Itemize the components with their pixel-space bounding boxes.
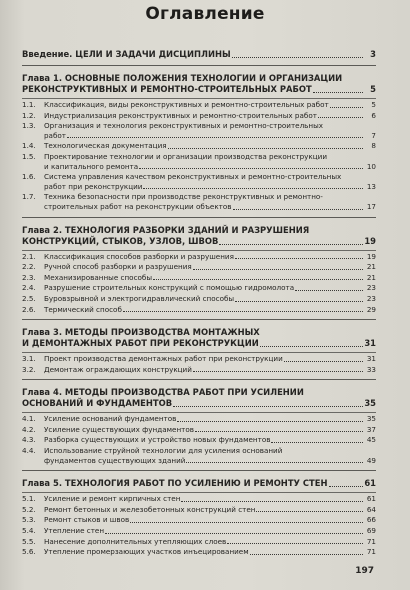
toc-section-page: 10 — [366, 161, 376, 171]
toc-section — [22, 305, 376, 315]
toc-section-number: 1.7. — [22, 192, 36, 202]
toc-intro-page: 3 — [370, 49, 376, 59]
toc-section-number: 4.2. — [22, 424, 36, 434]
toc-section — [22, 414, 376, 424]
dot-leader — [181, 501, 363, 502]
divider — [22, 492, 376, 493]
toc-section-number: 4.4. — [22, 446, 36, 456]
dot-leader — [130, 522, 363, 523]
page-title: Оглавление — [145, 4, 265, 24]
toc-section-number: 5.4. — [22, 526, 36, 536]
toc-section-page: 71 — [366, 536, 376, 546]
dot-leader — [173, 406, 363, 407]
toc-section-title: Разрушение строительных конструкций с помощью гидромолота — [44, 283, 295, 293]
toc-section-title: Использование струйной технологии для усиления оснований — [44, 446, 283, 456]
toc-section — [22, 526, 376, 536]
toc-chapter-page: 61 — [364, 478, 376, 489]
dot-leader — [143, 188, 363, 189]
toc-section-number: 4.3. — [22, 435, 36, 445]
toc-section-page: 71 — [366, 547, 376, 557]
toc-section — [22, 425, 376, 435]
divider — [22, 217, 376, 218]
toc-section-number: 2.3. — [22, 272, 36, 282]
dot-leader — [235, 301, 363, 302]
toc-section-title: Механизированные способы — [44, 272, 153, 282]
toc-section-number: 1.1. — [22, 100, 36, 109]
toc-section-number: 3.1. — [22, 354, 36, 364]
toc-section-page: 69 — [366, 526, 376, 536]
toc-section — [22, 273, 376, 283]
dot-leader — [256, 511, 363, 512]
toc-section-title: работ при реконструкции — [44, 181, 143, 191]
toc-section-number: 1.4. — [22, 141, 36, 151]
toc-section — [22, 283, 376, 293]
toc-section-page: 17 — [366, 201, 376, 211]
toc-section-page: 37 — [366, 424, 376, 434]
toc-section-title: Утепление стен — [44, 526, 105, 536]
toc-section-page: 66 — [366, 515, 376, 525]
toc-section — [22, 121, 376, 140]
toc-section-page: 64 — [366, 504, 376, 514]
toc-section-page: 21 — [366, 262, 376, 272]
toc-section — [22, 365, 376, 375]
dot-leader — [177, 421, 363, 422]
toc-section-number: 2.4. — [22, 283, 36, 293]
toc-section — [22, 252, 376, 262]
dot-leader — [168, 148, 363, 149]
toc-section-page: 6 — [371, 110, 376, 120]
divider — [22, 65, 376, 66]
toc-section-number: 3.2. — [22, 364, 36, 374]
dot-leader — [295, 290, 363, 291]
toc-section-number: 5.2. — [22, 504, 36, 514]
dot-leader — [193, 371, 363, 372]
toc-section-page: 7 — [371, 130, 376, 140]
dot-leader — [123, 311, 363, 312]
toc-section-page: 33 — [366, 364, 376, 374]
toc-section-number: 5.1. — [22, 494, 36, 504]
toc-section-title: Технологическая документация — [44, 141, 167, 151]
toc-section-number: 4.1. — [22, 414, 36, 424]
divider — [22, 352, 376, 353]
table-of-contents — [22, 49, 376, 557]
toc-section-title: Индустриализация реконструктивных и ремонтно-строительных работ — [44, 110, 317, 120]
dot-leader — [219, 244, 363, 245]
toc-section — [22, 537, 376, 547]
toc-section-title: Ремонт бетонных и железобетонных конструкций стен — [44, 504, 256, 514]
dot-leader — [313, 92, 363, 93]
dot-leader — [233, 209, 363, 210]
toc-chapter-title: ОСНОВАНИЙ И ФУНДАМЕНТОВ — [22, 398, 173, 409]
toc-section-page: 5 — [371, 100, 376, 109]
toc-section — [22, 262, 376, 272]
toc-section-title: Классификация способов разборки и разрушения — [44, 251, 234, 261]
toc-chapter-page: 19 — [364, 235, 376, 246]
toc-section-number: 2.6. — [22, 304, 36, 314]
toc-section-title: и капитального ремонта — [44, 161, 139, 171]
toc-section-number: 5.5. — [22, 536, 36, 546]
divider — [22, 412, 376, 413]
toc-chapter-title: Глава 3. МЕТОДЫ ПРОИЗВОДСТВА МОНТАЖНЫХ — [22, 327, 260, 338]
toc-chapter-title: Глава 1. ОСНОВНЫЕ ПОЛОЖЕНИЯ ТЕХНОЛОГИИ И ОРГАНИЗАЦИИ — [22, 73, 343, 83]
toc-section — [22, 446, 376, 465]
toc-section-number: 2.5. — [22, 293, 36, 303]
toc-section-title: строительных работ на реконструкции объектов — [44, 201, 232, 211]
toc-section-number: 2.1. — [22, 251, 36, 261]
toc-section-number: 5.3. — [22, 515, 36, 525]
toc-section-page: 13 — [366, 181, 376, 191]
page-number: 197 — [355, 566, 374, 576]
toc-section-title: Ручной способ разборки и разрушения — [44, 262, 192, 272]
toc-section — [22, 152, 376, 171]
toc-section — [22, 100, 376, 110]
toc-chapter-title: Глава 5. ТЕХНОЛОГИЯ РАБОТ ПО УСИЛЕНИЮ И РЕМОНТУ СТЕН — [22, 478, 328, 489]
toc-chapter-page: 35 — [364, 398, 376, 409]
toc-section-page: 29 — [366, 304, 376, 314]
toc-intro-text: Введение. ЦЕЛИ И ЗАДАЧИ ДИСЦИПЛИНЫ — [22, 49, 231, 59]
dot-leader — [271, 442, 363, 443]
dot-leader — [260, 346, 363, 347]
dot-leader — [105, 533, 363, 534]
toc-section-title: Буровзрывной и электрогидравлический способы — [44, 293, 235, 303]
toc-section-title: Классификация, виды реконструктивных и ремонтно-строительных работ — [44, 100, 329, 109]
toc-section — [22, 547, 376, 557]
toc-section-title: Нанесение дополнительных утепляющих слоев — [44, 536, 227, 546]
toc-chapter — [22, 478, 376, 489]
toc-section-number: 1.5. — [22, 151, 36, 161]
dot-leader — [250, 554, 363, 555]
dot-leader — [153, 279, 363, 280]
toc-section — [22, 435, 376, 445]
toc-section-page: 31 — [366, 354, 376, 364]
dot-leader — [139, 168, 363, 169]
dot-leader — [227, 543, 363, 544]
toc-section-number: 1.6. — [22, 172, 36, 182]
dot-leader — [232, 57, 363, 58]
toc-section-number: 1.3. — [22, 121, 36, 131]
toc-section — [22, 141, 376, 151]
divider — [22, 470, 376, 471]
dot-leader — [193, 269, 363, 270]
toc-section — [22, 192, 376, 211]
dot-leader — [329, 486, 364, 487]
toc-section-title: Техника безопасности при производстве реконструктивных и ремонтно- — [44, 192, 323, 202]
toc-section-title: Усиление оснований фундаментов — [44, 414, 177, 424]
toc-section-number: 1.2. — [22, 110, 36, 120]
toc-section-page: 45 — [366, 435, 376, 445]
toc-section-page: 23 — [366, 293, 376, 303]
toc-section-number: 2.2. — [22, 262, 36, 272]
toc-section-page: 35 — [366, 414, 376, 424]
toc-section-title: Разборка существующих и устройство новых фундаментов — [44, 435, 271, 445]
toc-section — [22, 494, 376, 504]
toc-chapter-page: 31 — [364, 338, 376, 349]
toc-intro — [22, 49, 376, 60]
toc-section-page: 8 — [371, 141, 376, 151]
toc-section — [22, 294, 376, 304]
toc-section-title: Организация и технология реконструктивных и ремонтно-строительных — [44, 121, 324, 131]
toc-section — [22, 172, 376, 191]
toc-section-page: 61 — [366, 494, 376, 504]
toc-chapter-title: Глава 2. ТЕХНОЛОГИЯ РАЗБОРКИ ЗДАНИЙ И РАЗРУШЕНИЯ — [22, 224, 310, 235]
toc-section-title: Демонтаж ограждающих конструкций — [44, 364, 192, 374]
divider — [22, 319, 376, 320]
dot-leader — [284, 361, 363, 362]
dot-leader — [186, 462, 363, 463]
toc-chapter — [22, 73, 376, 95]
toc-section-page: 21 — [366, 272, 376, 282]
dot-leader — [195, 431, 363, 432]
dot-leader — [67, 137, 363, 138]
divider — [22, 98, 376, 99]
toc-chapter-title: РЕКОНСТРУКТИВНЫХ И РЕМОНТНО-СТРОИТЕЛЬНЫХ РАБОТ — [22, 84, 312, 94]
toc-section-title: Система управления качеством реконструктивных и ремонтно-строительных — [44, 172, 342, 182]
toc-section — [22, 111, 376, 121]
toc-section-title: Проект производства демонтажных работ при реконструкции — [44, 354, 283, 364]
toc-section-page: 19 — [366, 251, 376, 261]
toc-section-title: Ремонт стыков и швов — [44, 515, 130, 525]
toc-chapter-title: КОНСТРУКЦИЙ, СТЫКОВ, УЗЛОВ, ШВОВ — [22, 235, 219, 246]
toc-chapter-title: Глава 4. МЕТОДЫ ПРОИЗВОДСТВА РАБОТ ПРИ УСИЛЕНИИ — [22, 387, 304, 398]
toc-section-title: Термический способ — [44, 304, 122, 314]
toc-section-title: фундаментов существующих зданий — [44, 455, 186, 465]
toc-section-title: работ — [44, 130, 66, 140]
divider — [22, 250, 376, 251]
toc-section-page: 23 — [366, 283, 376, 293]
dot-leader — [330, 107, 363, 108]
toc-section-title: Утепление промерзающих участков инъецированием — [44, 547, 249, 557]
toc-section-title: Усиление и ремонт кирпичных стен — [44, 494, 181, 504]
toc-chapter — [22, 225, 376, 247]
toc-section-title: Усиление существующих фундаментов — [44, 424, 194, 434]
toc-section — [22, 505, 376, 515]
toc-section-title: Проектирование технологии и организации производства реконструкции — [44, 151, 328, 161]
toc-section — [22, 515, 376, 525]
dot-leader — [318, 117, 363, 118]
dot-leader — [235, 258, 363, 259]
toc-chapter — [22, 387, 376, 409]
toc-chapter-page: 5 — [370, 84, 376, 94]
toc-section-number: 5.6. — [22, 547, 36, 557]
toc-section — [22, 354, 376, 364]
toc-chapter-title: И ДЕМОНТАЖНЫХ РАБОТ ПРИ РЕКОНСТРУКЦИИ — [22, 338, 259, 349]
divider — [22, 379, 376, 380]
toc-chapter — [22, 327, 376, 349]
toc-section-page: 49 — [366, 455, 376, 465]
